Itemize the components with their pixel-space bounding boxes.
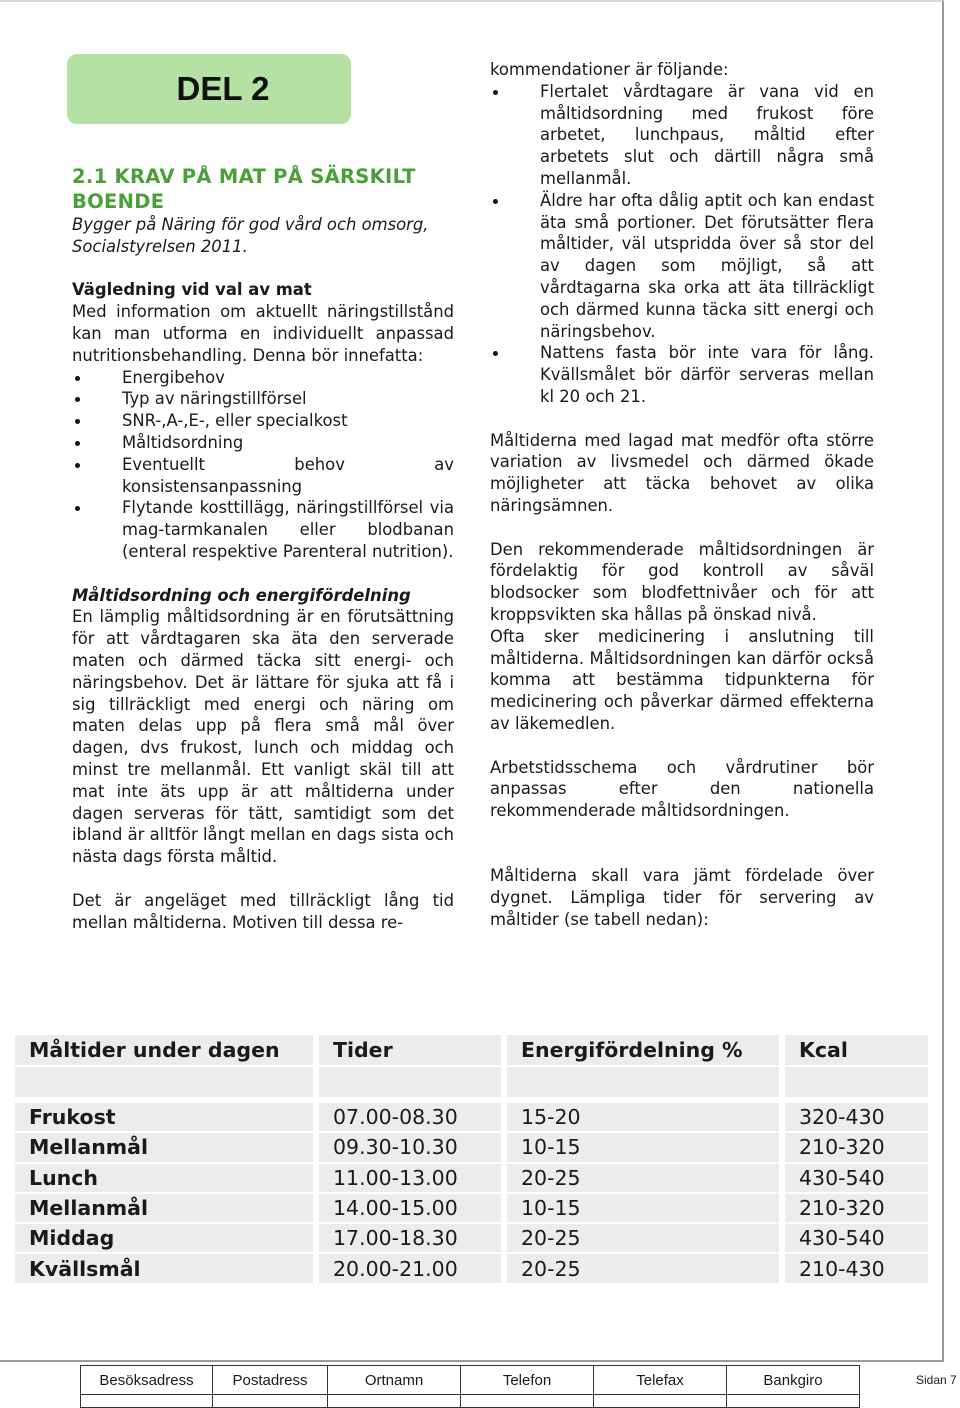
meal-kcal: 320-430: [785, 1103, 928, 1131]
guidance-title: Vägledning vid val av mat: [72, 280, 312, 300]
meal-kcal: 430-540: [785, 1224, 928, 1252]
meal-time: 17.00-18.30: [319, 1224, 507, 1252]
footer-header: Postadress: [213, 1366, 328, 1395]
table-header-row: [15, 1035, 928, 1065]
blank-row: [15, 1067, 928, 1097]
meal-energy: 10-15: [507, 1133, 785, 1161]
meal-order-text: En lämplig måltidsordning är en förutsättning för att vårdtagaren ska äta den serverade maten och därmed täcka sitt energi- och näringsbehov. Det är lättare för sjuka att få i sig tillräckligt med energi och näring om maten delas upp på flera små mål över dagen, dvs frukost, lunch och middag och minst tre mellanmål. Ett vanligt skäl till att mat inte äts upp är att måltiderna under dagen serveras för tätt, samtidigt som det ibland är alltför långt mellan en dags sista och nästa dags första måltid.: [72, 607, 454, 867]
table-row: [15, 1254, 928, 1282]
meal-kcal: 210-320: [785, 1194, 928, 1222]
meal-name: Lunch: [15, 1164, 319, 1192]
paragraph: Måltiderna med lagad mat medför ofta större variation av livsmedel och därmed ökade möjligheter att täcka behovet av olika näringsämnen.: [490, 430, 874, 515]
meal-name: Frukost: [15, 1103, 319, 1131]
footer-header: Telefax: [594, 1366, 727, 1395]
meal-energy: 10-15: [507, 1194, 785, 1222]
source-note: Bygger på Näring för god vård och omsorg, Socialstyrelsen 2011.: [72, 215, 429, 256]
list-item: Äldre har ofta dålig aptit och kan endast äta små portioner. Det förutsätter flera måltider, väl utspridda över så stor del av dagen som möjligt, så att vårdtagarna ska orka att äta tillräckligt och därmed kunna täcka sitt energi och näringsbehov.: [490, 190, 874, 343]
meal-name: Kvällsmål: [15, 1254, 319, 1282]
recommendations-intro: kommendationer är följande:: [490, 60, 729, 79]
table-row: [15, 1133, 928, 1161]
column-header: Energifördelning %: [507, 1035, 785, 1065]
paragraph: Arbetstidsschema och vårdrutiner bör anpassas efter den nationella rekommenderade måltidsordningen.: [490, 757, 874, 821]
footer-header: Besöksadress: [81, 1366, 213, 1395]
meal-name: Middag: [15, 1224, 319, 1252]
guidance-text: Med information om aktuellt näringstillstånd kan man utforma en individuellt anpassad nutritionsbehandling. Denna bör innefatta:: [72, 302, 454, 365]
list-item: Nattens fasta bör inte vara för lång. Kvällsmålet bör därför serveras mellan kl 20 och 21.: [490, 342, 874, 407]
list-item: Måltidsordning: [72, 432, 454, 454]
subheading-meal-order: Måltidsordning och energifördelning: [72, 585, 411, 605]
table-row: [15, 1164, 928, 1192]
meal-energy: 15-20: [507, 1103, 785, 1131]
list-item: SNR-,A-,E-, eller specialkost: [72, 410, 454, 432]
meal-time: 14.00-15.00: [319, 1194, 507, 1222]
guidance-list: [72, 367, 454, 563]
meal-time: 07.00-08.30: [319, 1103, 507, 1131]
footer-header: Ortnamn: [328, 1366, 461, 1395]
list-item: Typ av näringstillförsel: [72, 388, 454, 410]
meal-energy: 20-25: [507, 1254, 785, 1282]
column-header: Tider: [319, 1035, 507, 1065]
table-row: [15, 1103, 928, 1131]
page-number: Sidan 7: [916, 1373, 957, 1387]
list-item: Eventuellt behov av konsistensanpassning: [72, 454, 454, 498]
meal-energy: 20-25: [507, 1224, 785, 1252]
meal-time: 11.00-13.00: [319, 1164, 507, 1192]
meal-energy: 20-25: [507, 1164, 785, 1192]
meal-kcal: 210-430: [785, 1254, 928, 1282]
right-column: [490, 59, 874, 931]
meal-kcal: 210-320: [785, 1133, 928, 1161]
meal-kcal: 430-540: [785, 1164, 928, 1192]
paragraph: Ofta sker medicinering i anslutning till måltiderna. Måltidsordningen kan därför också komma att bestämma tidpunkterna för medicinering och påverkar därmed effekterna av läkemedlen.: [490, 626, 874, 733]
recommendations-list: [490, 81, 874, 408]
footer-contact-table: [80, 1365, 860, 1408]
section-badge: [67, 54, 351, 124]
meal-time: 09.30-10.30: [319, 1133, 507, 1161]
list-item: Energibehov: [72, 367, 454, 389]
section-badge-label: DEL 2: [176, 70, 270, 107]
column-header: Måltider under dagen: [15, 1035, 319, 1065]
closing-text: Det är angeläget med tillräckligt lång tid mellan måltiderna. Motiven till dessa re-: [72, 890, 454, 932]
column-header: Kcal: [785, 1035, 928, 1065]
footer-header: Telefon: [461, 1366, 594, 1395]
footer-header-row: [81, 1366, 860, 1395]
table-row: [15, 1224, 928, 1252]
section-heading: 2.1 KRAV PÅ MAT PÅ SÄRSKILT BOENDE: [72, 165, 416, 213]
meal-time: 20.00-21.00: [319, 1254, 507, 1282]
paragraph: Måltiderna skall vara jämt fördelade över dygnet. Lämpliga tider för servering av måltider (se tabell nedan):: [490, 866, 874, 930]
left-column: [72, 164, 454, 933]
meal-name: Mellanmål: [15, 1133, 319, 1161]
paragraph: Den rekommenderade måltidsordningen är fördelaktig för god kontroll av såväl blodsocker som blodfettnivåer och för att kroppsvikten ska hållas på önskad nivå.: [490, 539, 874, 624]
meal-schedule-table: [15, 1033, 928, 1285]
footer-header: Bankgiro: [727, 1366, 860, 1395]
list-item: Flertalet vårdtagare är vana vid en måltidsordning med frukost före arbetet, lunchpaus, måltid efter arbetets slut och därtill några små mellanmål.: [490, 81, 874, 190]
table-row: [15, 1194, 928, 1222]
list-item: Flytande kosttillägg, näringstillförsel via mag-tarmkanalen eller blodbanan (enteral respektive Parenteral nutrition).: [72, 497, 454, 562]
meal-name: Mellanmål: [15, 1194, 319, 1222]
